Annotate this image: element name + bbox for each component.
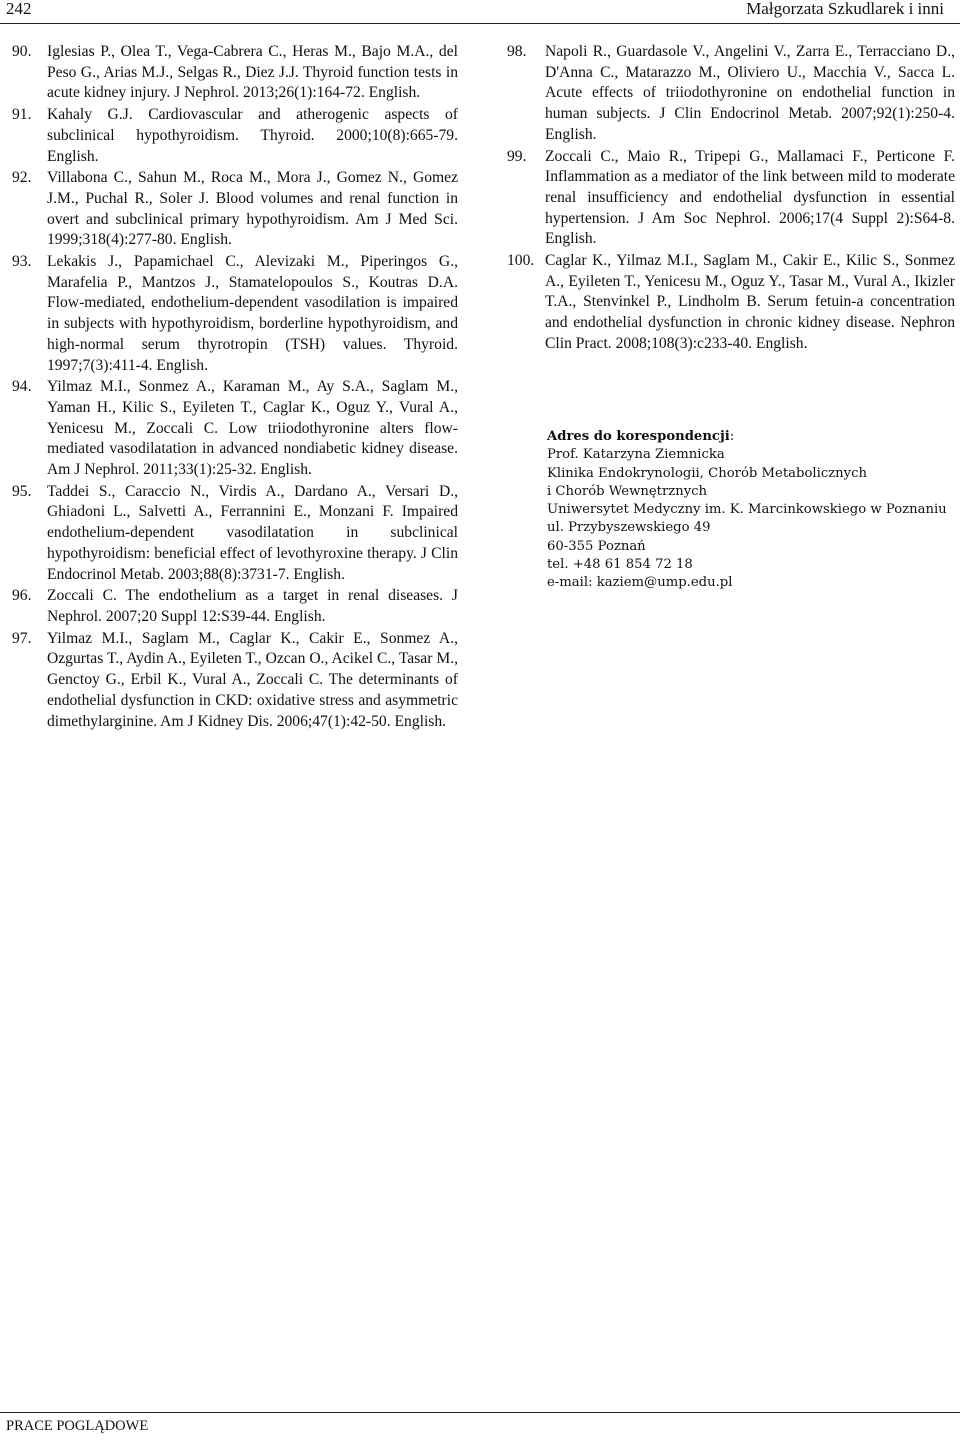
- reference-item: [12, 586, 458, 627]
- correspondence-street: ul. Przybyszewskiego 49: [547, 520, 711, 536]
- correspondence-department-cont: i Chorób Wewnętrznych: [547, 483, 708, 499]
- reference-item: [12, 377, 458, 481]
- page-header: [0, 0, 960, 22]
- reference-number: [500, 147, 545, 251]
- reference-text: Caglar K., Yilmaz M.I., Saglam M., Cakir E., Kilic S., Sonmez A., Eyileten T., Yenicesu M., Oguz Y., Tasar M., Vural A., Ikizler T.A., Stenvinkel P., Lindholm B. Serum fetuin-a concentration and endothelial dysfunction in chronic kidney disease. Nephron Clin Pract. 2008;108(3):c233-40. English.: [545, 252, 955, 352]
- reference-text: Yilmaz M.I., Sonmez A., Karaman M., Ay S.A., Saglam M., Yaman H., Kilic S., Eyileten T., Caglar K., Oguz Y., Vural A., Yenicesu M., Zoccali C. Low triiodothyronine alters flow-mediated vasodilatation in advanced nondiabetic kidney disease. Am J Nephrol. 2011;33(1):25-32. English.: [47, 378, 458, 479]
- reference-text: Lekakis J., Papamichael C., Alevizaki M., Piperingos G., Marafelia P., Mantzos J., Stamatelopoulos S., Koutras D.A. Flow-mediated, endothelium-dependent vasodilation is impaired in subjects with hypothyroidism, borderline hypothyroidism, and high-normal serum thyrotropin (TSH) values. Thyroid. 1997;7(3):411-4. English.: [47, 253, 458, 374]
- reference-item: [500, 251, 955, 355]
- reference-text: Iglesias P., Olea T., Vega-Cabrera C., Heras M., Bajo M.A., del Peso G., Arias M.J., Selgas R., Diez J.J. Thyroid function tests in acute kidney injury. J Nephrol. 2013;26(1):164-72. English.: [47, 43, 458, 102]
- section-footer: PRACE POGLĄDOWE: [6, 1418, 149, 1434]
- reference-number: 94.: [12, 378, 32, 396]
- reference-item: [12, 105, 458, 167]
- correspondence-title-text: Adres do korespondencji: [547, 429, 730, 444]
- references-left-column: [12, 42, 458, 733]
- correspondence-colon: :: [729, 429, 735, 444]
- reference-text: Taddei S., Caraccio N., Virdis A., Dardano A., Versari D., Ghiadoni L., Salvetti A., Ferrannini E., Monzani F. Impaired endothelium-dependent vasodilatation in subclinical hypothyroidism: beneficial effect of levothyroxine therapy. J Clin Endocrinol Metab. 2003;88(8):3731-7. English.: [47, 482, 458, 583]
- correspondence-department: Klinika Endokrynologii, Chorób Metabolicznych: [547, 465, 867, 481]
- references-right-column: [500, 42, 955, 356]
- reference-text: Zoccali C. The endothelium as a target in renal diseases. J Nephrol. 2007;20 Suppl 12:S39-44. English.: [47, 587, 458, 625]
- correspondence-email: e-mail: kaziem@ump.edu.pl: [547, 575, 733, 591]
- reference-item: [12, 629, 458, 733]
- running-title: Małgorzata Szkudlarek i inni: [746, 0, 944, 18]
- reference-item: [12, 482, 458, 586]
- correspondence-name: Prof. Katarzyna Ziemnicka: [547, 447, 725, 463]
- reference-item: [12, 42, 458, 104]
- reference-number: 95.: [12, 482, 32, 500]
- reference-text: Kahaly G.J. Cardiovascular and atherogenic aspects of subclinical hypothyroidism. Thyroid. 2000;10(8):665-79. English.: [47, 106, 458, 165]
- reference-item: [12, 168, 458, 251]
- reference-item: [500, 147, 955, 251]
- header-rule: [0, 23, 960, 24]
- reference-number: 93.: [12, 253, 32, 271]
- correspondence-title: [547, 428, 947, 446]
- page-number: 242: [6, 0, 32, 18]
- reference-number: [500, 42, 545, 146]
- reference-text: Napoli R., Guardasole V., Angelini V., Zarra E., Terracciano D., D'Anna C., Matarazzo M., Oliviero U., Macchia V., Sacca L. Acute effects of triiodothyronine on endothelial function in human subjects. J Clin Endocrinol Metab. 2007;92(1):250-4. English.: [545, 43, 955, 143]
- reference-text: Villabona C., Sahun M., Roca M., Mora J., Gomez N., Gomez J.M., Puchal R., Soler J. Blood volumes and renal function in overt and subclinical primary hypothyroidism. Am J Med Sci. 1999;318(4):277-80. English.: [47, 169, 458, 249]
- correspondence-phone: tel. +48 61 854 72 18: [547, 557, 693, 573]
- reference-item: [12, 252, 458, 376]
- reference-number: 97.: [12, 629, 32, 647]
- reference-item: [500, 42, 955, 146]
- reference-text: Yilmaz M.I., Saglam M., Caglar K., Cakir E., Sonmez A., Ozgurtas T., Aydin A., Eyileten T., Ozcan O., Acikel C., Tasar M., Genctoy G., Erbil K., Vural A., Zoccali C. The determinants of endothelial dysfunction in CKD: oxidative stress and asymmetric dimethylarginine. Am J Kidney Dis. 2006;47(1):42-50. English.: [47, 629, 458, 730]
- reference-number-text: 98.: [507, 43, 527, 60]
- footer-rule: [0, 1412, 960, 1413]
- reference-text: Zoccali C., Maio R., Tripepi G., Mallamaci F., Perticone F. Inflammation as a mediator of the link between mild to moderate renal insufficiency and endothelial dysfunction in essential hypertension. J Am Soc Nephrol. 2006;17(4 Suppl 2):S64-8. English.: [545, 147, 955, 248]
- reference-number: 96.: [12, 587, 32, 605]
- reference-number: 92.: [12, 169, 32, 187]
- reference-number: [500, 251, 545, 355]
- reference-number: 90.: [12, 43, 32, 60]
- correspondence-city: 60-355 Poznań: [547, 538, 646, 554]
- correspondence-university: Uniwersytet Medyczny im. K. Marcinkowskiego w Poznaniu: [547, 502, 947, 518]
- reference-number-text: 100.: [507, 252, 535, 270]
- correspondence-address: [547, 428, 947, 593]
- reference-number-text: 99.: [507, 147, 527, 165]
- reference-number: 91.: [12, 106, 32, 124]
